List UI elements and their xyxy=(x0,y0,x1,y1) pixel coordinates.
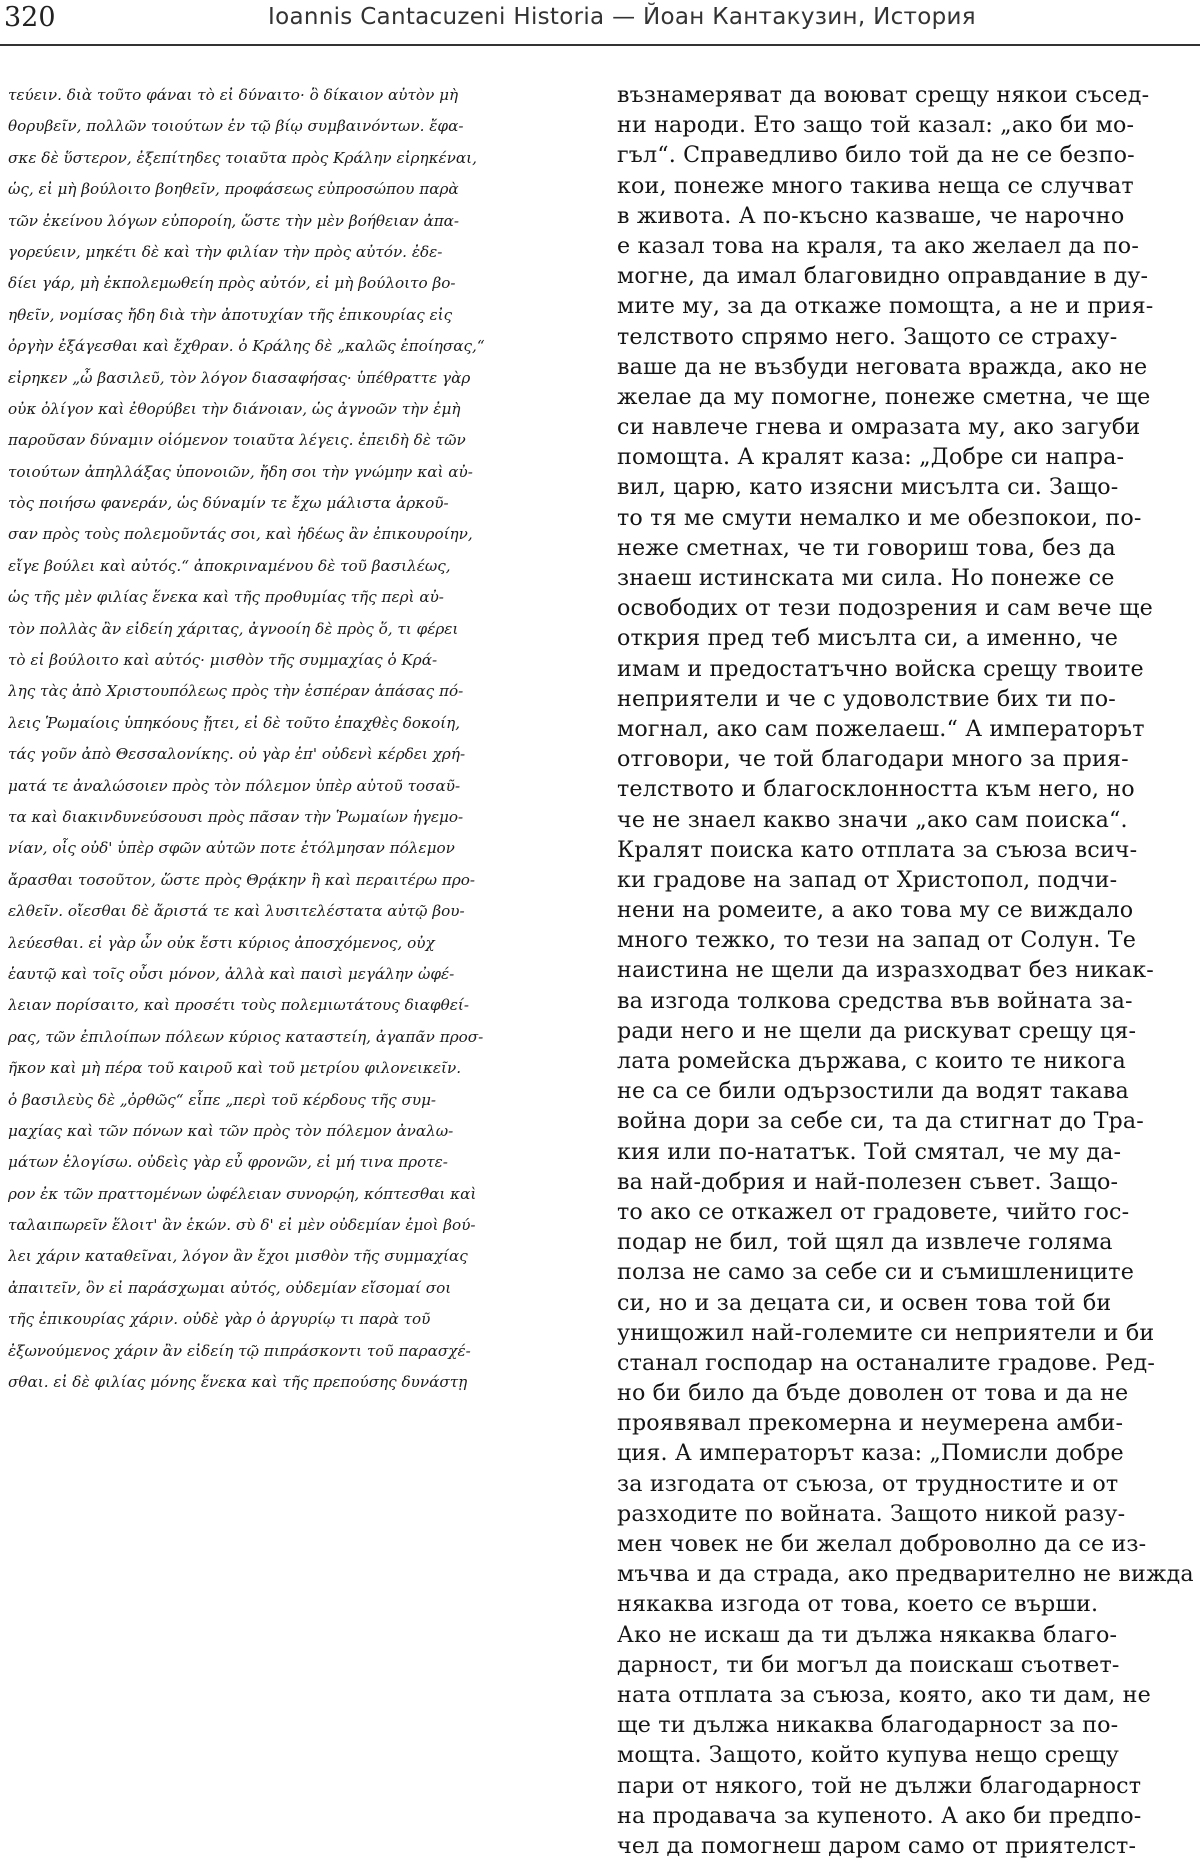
bulgarian-text-line: помощта. А кралят каза: „Добре си напра- xyxy=(617,444,1125,471)
greek-text-line: ρας, τῶν ἐπιλοίπων πόλεων κύριος καταστείη, ἀγαπᾶν προσ- xyxy=(8,1027,484,1046)
greek-text-line: ῆκον καὶ μὴ πέρα τοῦ καιροῦ καὶ τοῦ μετρίου φιλονεικεῖν. xyxy=(8,1059,462,1078)
bulgarian-text-line: мен човек не би желал доброволно да се из- xyxy=(617,1531,1147,1557)
bulgarian-text-line: знаеш истинската ми сила. Но понеже се xyxy=(617,565,1115,591)
bulgarian-text-line: възнамеряват да воюват срещу някои съсед- xyxy=(617,82,1150,108)
bulgarian-text-line: Кралят поиска като отплата за съюза всич- xyxy=(617,836,1138,863)
bulgarian-translation-column xyxy=(617,80,1195,1861)
bulgarian-text-line: унищожил най-големите си неприятели и би xyxy=(617,1319,1155,1346)
bulgarian-text-line: мощта. Защото, който купува нещо срещу xyxy=(617,1742,1119,1769)
greek-text-line: τεύειν. διὰ τοῦτο φάναι τὸ εἰ δύναιτο· ὃ δίκαιον αὐτὸν μὴ xyxy=(8,86,459,104)
bulgarian-text-line: проявявал прекомерна и неумерена амби- xyxy=(617,1410,1124,1437)
bulgarian-text-line: дарност, ти би могъл да поискаш съответ- xyxy=(617,1651,1120,1678)
greek-text-line: οὐκ ὀλίγον καὶ ἐθορύβει τὴν διάνοιαν, ὡς ἀγνοῶν τὴν ἐμὴ xyxy=(8,399,461,418)
bulgarian-text-line: лата ромейска държава, с които те никога xyxy=(617,1048,1126,1074)
greek-text-line: γορεύειν, μηκέτι δὲ καὶ τὴν φιλίαν τὴν πρὸς αὐτόν. ἐδε- xyxy=(8,242,443,261)
greek-text-line: λει χάριν καταθεῖναι, λόγον ἂν ἔχοι μισθὸν τῆς συμμαχίας xyxy=(8,1247,468,1266)
greek-text-line: ταλαιπωρεῖν ἕλοιτ' ἂν ἑκών. σὺ δ' εἰ μὲν οὐδεμίαν ἐμοὶ βού- xyxy=(8,1216,476,1235)
bulgarian-text-line: гъл“. Справедливо било той да не се безпо- xyxy=(617,142,1135,169)
greek-text-line: τὸ εἰ βούλοιτο καὶ αὐτός· μισθὸν τῆς συμμαχίας ὁ Κρά- xyxy=(8,651,438,670)
bulgarian-text-line: ни народи. Ето защо той казал: „ако би мо- xyxy=(617,112,1135,139)
greek-text-line: μάτων ἐλογίσω. οὐδεὶς γὰρ εὖ φρονῶν, εἰ μή τινα προτε- xyxy=(8,1153,448,1172)
greek-text-line: ἑαυτῷ καὶ τοῖς οὖσι μόνον, ἀλλὰ καὶ παισὶ μεγάλην ὠφέ- xyxy=(8,964,455,983)
greek-text-line: τῆς ἐπικουρίας χάριν. οὐδὲ γὰρ ὁ ἀργυρίῳ τι παρὰ τοῦ xyxy=(8,1310,431,1329)
bulgarian-text-line: вил, царю, като изясни мисълта си. Защо- xyxy=(617,474,1119,501)
greek-text-line: τα καὶ διακινδυνεύσουσι πρὸς πᾶσαν τὴν Ῥωμαίων ἡγεμο- xyxy=(8,807,464,826)
greek-text-line: εἰρηκεν „ὦ βασιλεῦ, τὸν λόγον διασαφήσας· ὑπέθραττε γὰρ xyxy=(8,368,471,387)
greek-text-line: ρον ἐκ τῶν πραττομένων ὠφέλειαν συνορῴη, κόπτεσθαι καὶ xyxy=(8,1184,477,1203)
bulgarian-text-line: ки градове на запад от Христопол, подчи- xyxy=(617,866,1118,893)
bulgarian-text-line: могне, да имал благовидно оправдание в ду- xyxy=(617,263,1149,290)
greek-text-column xyxy=(8,80,570,1398)
bulgarian-text-line: имам и предостатъчно войска срещу твоите xyxy=(617,655,1144,682)
greek-text-line: σαν πρὸς τοὺς πολεμοῦντάς σοι, καὶ ἡδέως ἂν ἐπικουροίην, xyxy=(8,525,473,544)
bulgarian-text-line: открия пред теб мисълта си, а именно, че xyxy=(617,625,1119,652)
bulgarian-text-line: ради него и не щели да рискуват срещу ця- xyxy=(617,1017,1137,1044)
greek-text-line: ηθεῖν, νομίσας ἤδη διὰ τὴν ἀποτυχίαν τῆς ἐπικουρίας εἰς xyxy=(8,305,453,324)
bulgarian-text-line: че не знаел какво значи „ако сам поиска“. xyxy=(617,806,1128,833)
bulgarian-text-line: си, но и за децата си, и освен това той би xyxy=(617,1289,1112,1316)
bulgarian-text-line: много тежко, то тези на запад от Солун. Те xyxy=(617,927,1137,954)
bulgarian-text-line: ще ти дължа никаква благодарност за по- xyxy=(617,1712,1119,1739)
bulgarian-text-line: не са се били одързостили да водят такава xyxy=(617,1078,1129,1105)
greek-text-line: μαχίας καὶ τῶν πόνων καὶ τῶν πρὸς τὸν πόλεμον ἀναλω- xyxy=(8,1121,454,1140)
greek-text-line: ὀργὴν ἐξάγεσθαι καὶ ἔχθραν. ὁ Κράλης δὲ „καλῶς ἐποίησας,“ xyxy=(8,337,485,356)
bulgarian-text-line: мъчва и да страда, ако предварително не вижда xyxy=(617,1561,1194,1588)
greek-text-line: τάς γοῦν ἀπὸ Θεσσαλονίκης. οὐ γὰρ ἐπ' οὐδενὶ κέρδει χρή- xyxy=(8,745,466,764)
bulgarian-text-line: наистина не щели да изразходват без никак- xyxy=(617,957,1154,984)
greek-text-line: τῶν ἐκείνου λόγων εὐποροίη, ὥστε τὴν μὲν βοήθειαν ἀπα- xyxy=(8,211,460,230)
bulgarian-text-line: ната отплата за съюза, която, ако ти дам, не xyxy=(617,1681,1151,1708)
bulgarian-text-line: отговори, че той благодари много за прия- xyxy=(617,746,1129,773)
greek-text-line: ὡς, εἰ μὴ βούλοιτο βοηθεῖν, προφάσεως εὐπροσώπου παρὰ xyxy=(8,180,459,199)
page-header xyxy=(0,0,1200,44)
bulgarian-text-line: но би било да бъде доволен от това и да не xyxy=(617,1380,1129,1407)
greek-text-line: νίαν, οἷς οὐδ' ὑπὲρ σφῶν αὐτῶν ποτε ἐτόλμησαν πόλεμον xyxy=(8,839,455,858)
bulgarian-text-line: за изгодата от съюза, от трудностите и от xyxy=(617,1470,1119,1497)
greek-text-line: ἀπαιτεῖν, ὃν εἰ παράσχωμαι αὐτός, οὐδεμίαν εἴσομαί σοι xyxy=(8,1278,452,1297)
greek-text-line: παροῦσαν δύναμιν οἰόμενον τοιαῦτα λέγεις. ἐπειδὴ δὲ τῶν xyxy=(8,431,466,450)
bulgarian-text-line: чел да помогнеш даром само от приятелст- xyxy=(617,1832,1137,1859)
greek-text-line: ἄρασθαι τοσοῦτον, ὥστε πρὸς Θρᾴκην ἢ καὶ περαιτέρω προ- xyxy=(8,870,476,889)
bulgarian-text-line: станал господар на останалите градове. Ред- xyxy=(617,1349,1155,1376)
bulgarian-text-line: телството и благосклонността към него, но xyxy=(617,776,1135,803)
bulgarian-text-line: желае да му помогне, понеже сметна, че ще xyxy=(617,383,1151,410)
bulgarian-text-line: телството спрямо него. Защото се страху- xyxy=(617,323,1118,350)
bulgarian-text-line: война дори за себе си, та да стигнат до Тра- xyxy=(617,1108,1144,1135)
bulgarian-text-line: подар не бил, той щял да извлече голяма xyxy=(617,1229,1113,1256)
bulgarian-text-line: то ако се откажел от градовете, чийто гос- xyxy=(617,1198,1130,1225)
bulgarian-text-line: ция. А императорът каза: „Помисли добре xyxy=(617,1440,1124,1467)
bulgarian-text-line: Ако не искаш да ти дължа някаква благо- xyxy=(617,1621,1118,1648)
greek-text-line: δίει γάρ, μὴ ἐκπολεμωθείη πρὸς αὐτόν, εἰ μὴ βούλοιτο βο- xyxy=(8,274,456,293)
page-number: 320 xyxy=(4,2,56,33)
bulgarian-text-line: на продавача за купеното. А ако би предпо- xyxy=(617,1802,1142,1829)
greek-text-line: ματά τε ἀναλώσοιεν πρὸς τὸν πόλεμον ὑπὲρ αὐτοῦ τοσαῦ- xyxy=(8,776,461,795)
greek-text-line: τοιούτων ἀπηλλάξας ὑπονοιῶν, ἤδη σοι τὴν γνώμην καὶ αὐ- xyxy=(8,462,473,481)
greek-text-line: τὸς ποιήσω φανεράν, ὡς δύναμίν τε ἔχω μάλιστα ἀρκοῦ- xyxy=(8,494,449,513)
greek-text-line: ἐξωνούμενος χάριν ἂν εἰδείη τῷ πιπράσκοντι τοῦ παρασχέ- xyxy=(8,1341,471,1360)
bulgarian-text-line: могнал, ако сам пожелаеш.“ А императорът xyxy=(617,715,1145,742)
bulgarian-text-line: някаква изгода от това, което се върши. xyxy=(617,1591,1099,1618)
greek-text-line: λεις Ῥωμαίοις ὑπηκόους ᾔτει, εἰ δὲ τοῦτο ἐπαχθὲς δοκοίη, xyxy=(8,713,461,732)
bulgarian-text-line: неже сметнах, че ти говориш това, без да xyxy=(617,534,1116,561)
greek-text-line: ὡς τῆς μὲν φιλίας ἕνεκα καὶ τῆς προθυμίας τῆς περὶ αὐ- xyxy=(8,588,444,607)
greek-text-line: ὁ βασιλεὺς δὲ „ὀρθῶς“ εἶπε „περὶ τοῦ κέρδους τῆς συμ- xyxy=(8,1090,437,1109)
greek-text-line: λης τὰς ἀπὸ Χριστουπόλεως πρὸς τὴν ἑσπέραν ἁπάσας πό- xyxy=(8,682,464,701)
bulgarian-text-line: кия или по-нататък. Той смятал, че му да- xyxy=(617,1138,1122,1165)
greek-text-line: σθαι. εἰ δὲ φιλίας μόνης ἕνεκα καὶ τῆς πρεπούσης δυνάστῃ xyxy=(8,1373,468,1392)
bulgarian-text-line: си навлече гнева и омразата му, ако загуби xyxy=(617,414,1141,441)
bulgarian-text-line: в живота. А по-късно казваше, че нарочно xyxy=(617,202,1125,229)
header-rule xyxy=(0,44,1200,46)
bulgarian-text-line: кои, понеже много такива неща се случват xyxy=(617,172,1134,199)
bulgarian-text-line: пари от някого, той не дължи благодарност xyxy=(617,1772,1142,1799)
greek-text-line: ελθεῖν. οἴεσθαι δὲ ἄριστά τε καὶ λυσιτελέστατα αὐτῷ βου- xyxy=(8,902,465,921)
greek-text-line: θορυβεῖν, πολλῶν τοιούτων ἐν τῷ βίῳ συμβαινόντων. ἔφα- xyxy=(8,117,464,136)
greek-text-line: τὸν πολλὰς ἂν εἰδείη χάριτας, ἀγνοοίη δὲ πρὸς ὅ, τι φέρει xyxy=(8,619,459,638)
bulgarian-text-line: нени на ромеите, а ако това му се виждало xyxy=(617,897,1134,924)
bulgarian-text-line: мите му, за да откаже помощта, а не и прия- xyxy=(617,293,1154,320)
bulgarian-text-line: ваше да не възбуди неговата вражда, ако не xyxy=(617,353,1148,380)
bulgarian-text-line: неприятели и че с удоволствие бих ти по- xyxy=(617,685,1116,712)
bulgarian-text-line: разходите по войната. Защото никой разу- xyxy=(617,1500,1126,1527)
greek-text-line: σκε δὲ ὕστερον, ἐξεπίτηδες τοιαῦτα πρὸς Κράλην εἰρηκέναι, xyxy=(8,148,477,167)
greek-text-line: εἴγε βούλει καὶ αὐτός.“ ἀποκριναμένου δὲ τοῦ βασιλέως, xyxy=(8,556,451,575)
bulgarian-text-line: ва най-добрия и най-полезен съвет. Защо- xyxy=(617,1168,1119,1195)
bulgarian-text-line: то тя ме смути немалко и ме обезпокои, по- xyxy=(617,504,1142,531)
greek-text-line: λεύεσθαι. εἰ γὰρ ὧν οὐκ ἔστι κύριος ἀποσχόμενος, οὐχ xyxy=(8,933,435,952)
bulgarian-text-line: полза не само за себе си и съмишлениците xyxy=(617,1259,1134,1286)
bulgarian-text-line: освободих от тези подозрения и сам вече ще xyxy=(617,595,1153,622)
greek-text-line: λειαν πορίσαιτο, καὶ προσέτι τοὺς πολεμιωτάτους διαφθεί- xyxy=(8,996,469,1015)
running-title: Ioannis Cantacuzeni Historia — Йоан Кантакузин, История xyxy=(268,4,976,30)
bulgarian-text-line: е казал това на краля, та ако желаел да по- xyxy=(617,232,1139,259)
bulgarian-text-line: ва изгода толкова средства във войната за- xyxy=(617,987,1133,1014)
